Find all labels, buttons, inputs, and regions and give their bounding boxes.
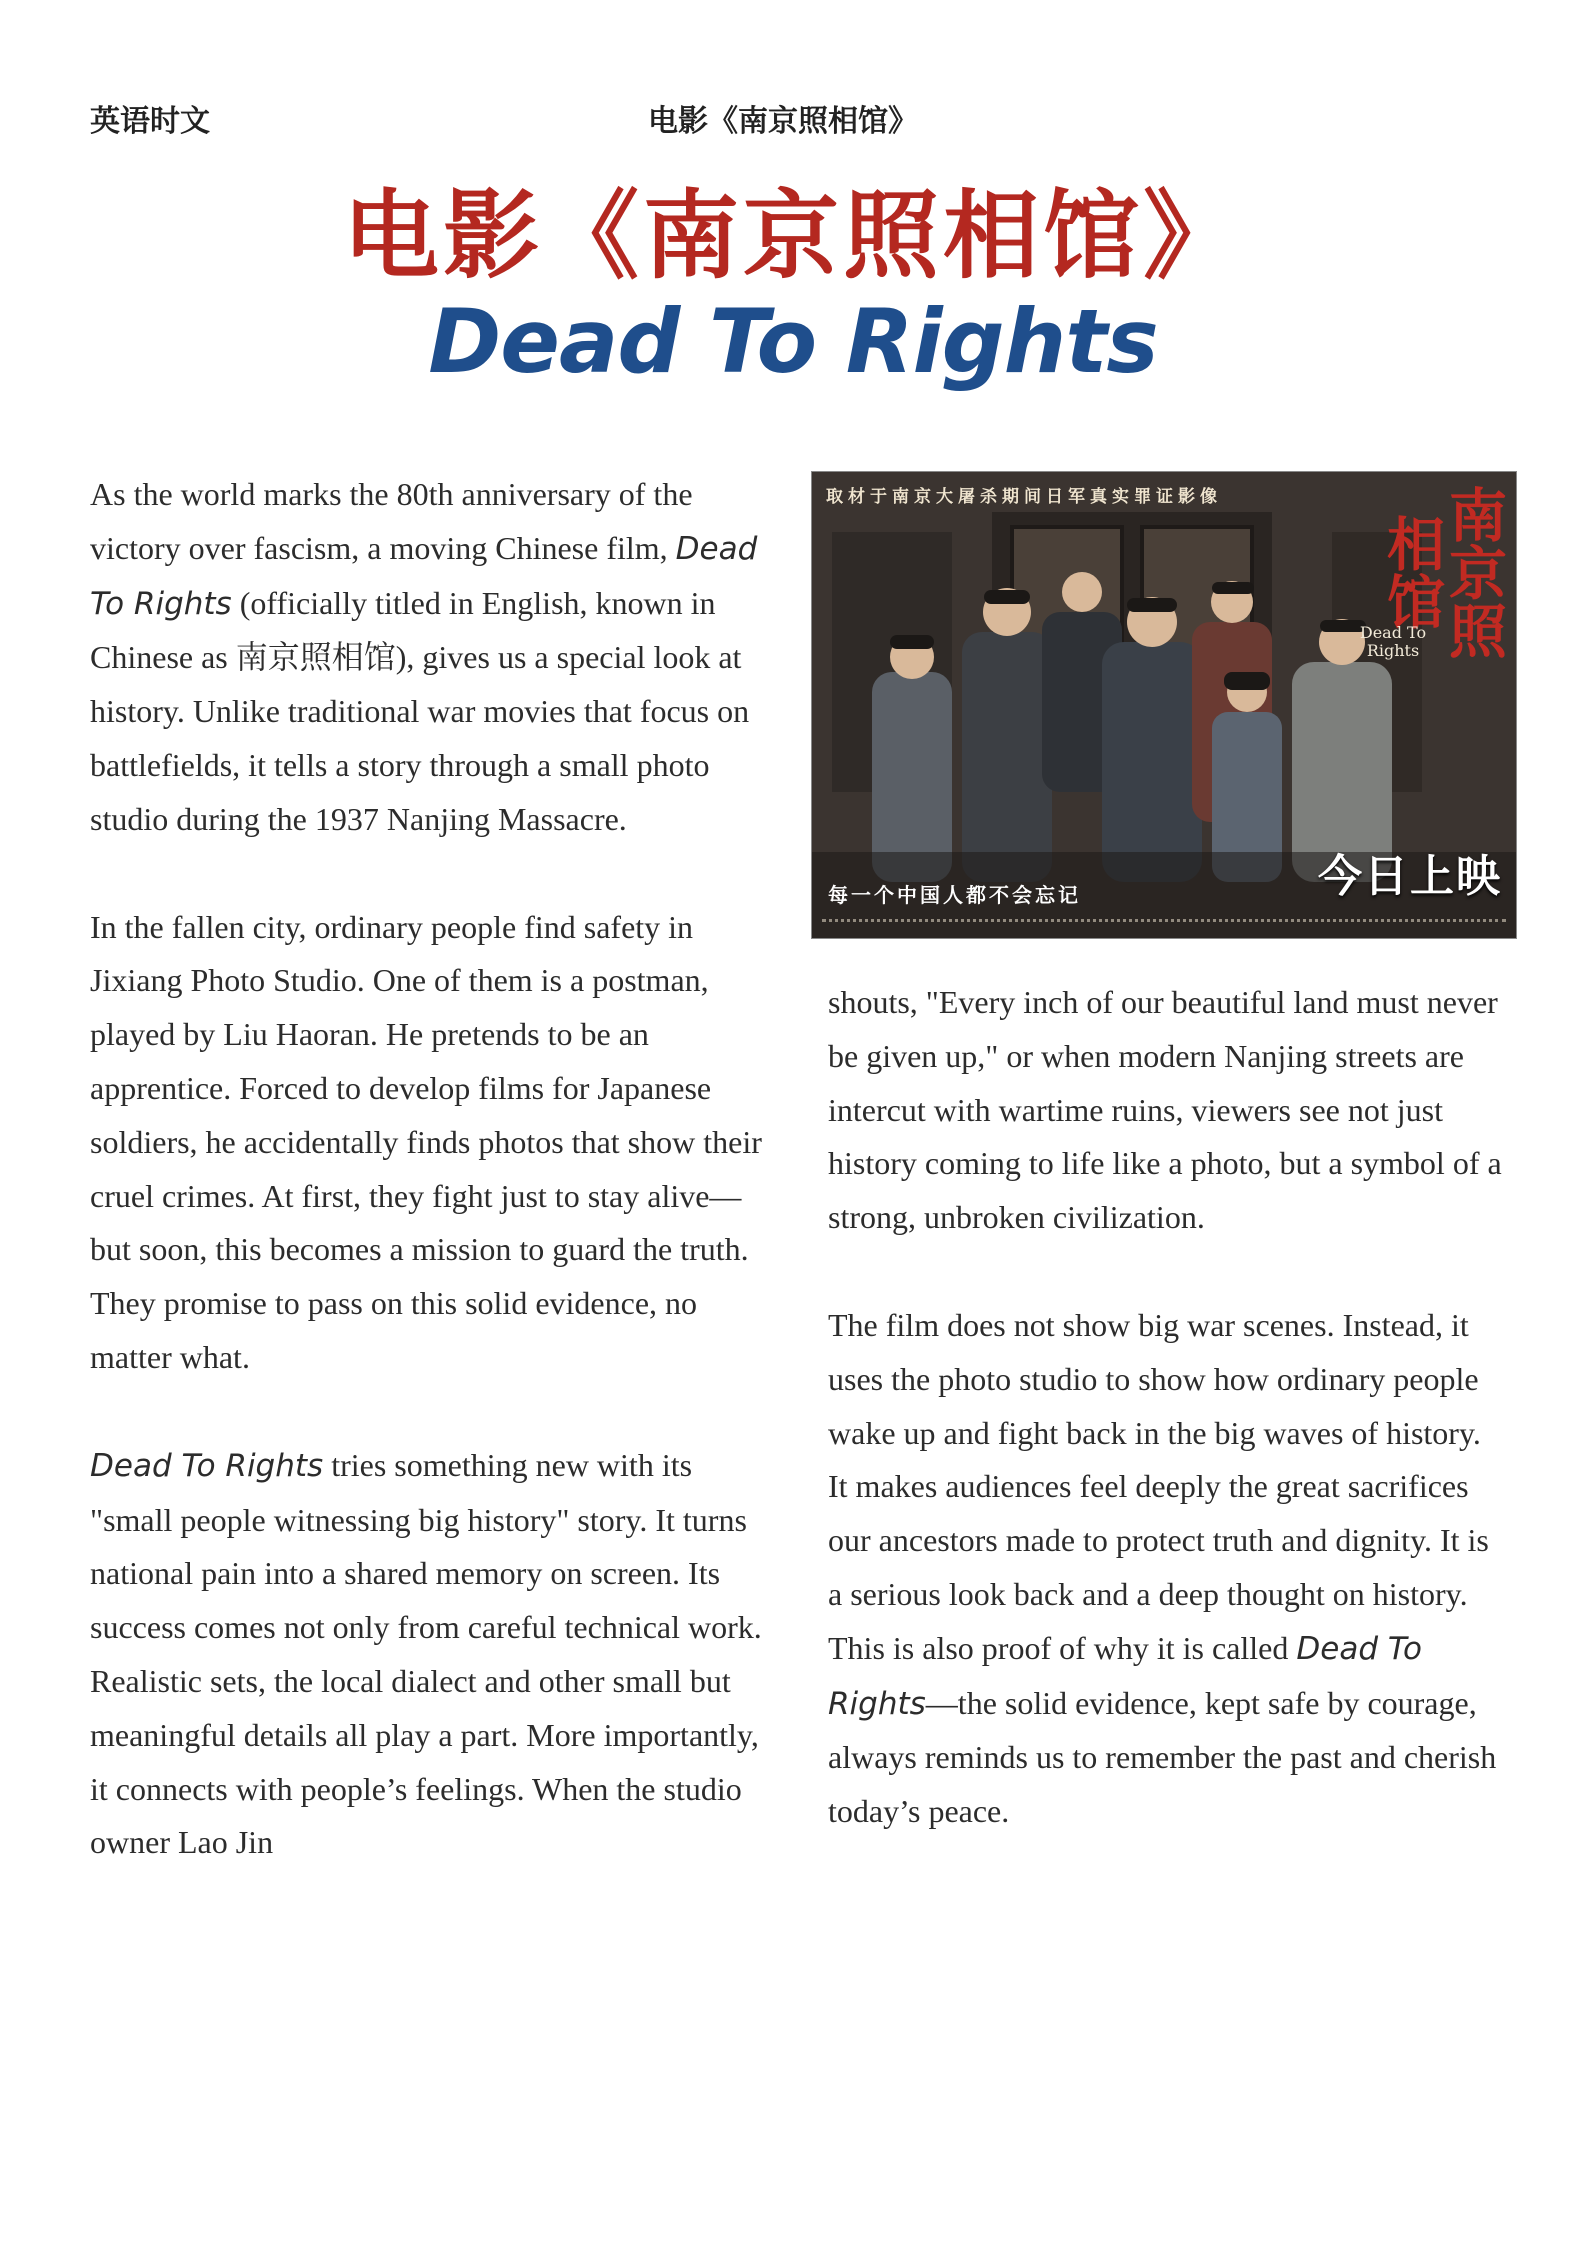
poster-chinese-title: 南京照相馆 [1377, 485, 1507, 659]
title-english: Dead To Rights [428, 290, 1158, 393]
poster-credits-strip [822, 919, 1506, 930]
paragraph-4-part-b: —the solid evidence, kept safe by courage, always reminds us to remember the past and cherish today’s peace. [828, 1684, 1497, 1830]
paragraph-3-part-a: tries something new with its "small people witnessing big history" story. It turns national pain into a shared memory on screen. Its success comes not only from careful technical work. Realistic sets, the local dialect and other small but meaningful details all play a part. More importantly, it connects with people’s feelings. When the studio owner Lao Jin [90, 1446, 762, 1861]
film-title-inline: Dead To Rights [90, 530, 758, 622]
paragraph-4 [828, 1299, 1508, 1839]
poster-release-badge: 今日上映 [1318, 851, 1502, 902]
article-right-column [828, 976, 1508, 1839]
paragraph-2: In the fallen city, ordinary people find safety in Jixiang Photo Studio. One of them is a postman, played by Liu Haoran. He pretends to be an apprentice. Forced to develop films for Japanese soldiers, he accidentally finds photos that show their cruel crimes. At first, they fight just to stay alive—but soon, this becomes a mission to guard the truth. They promise to pass on this solid evidence, no matter what. [90, 908, 762, 1375]
film-title-inline: Dead To Rights [90, 1447, 324, 1484]
paragraph-1 [90, 468, 770, 847]
paragraph-4-part-a: The film does not show big war scenes. Instead, it uses the photo studio to show how ordinary people wake up and fight back in the big waves of history. It makes audiences feel deeply the great sacrifices our ancestors made to protect truth and dignity. It is a serious look back and a deep thought on history. This is also proof of why it is called [828, 1306, 1489, 1666]
poster-english-title: Dead To Rights [1359, 623, 1427, 660]
poster-tagline: 取材于南京大屠杀期间日军真实罪证影像 [826, 487, 1222, 507]
paragraph-3-continued: shouts, "Every inch of our beautiful land must never be given up," or when modern Nanjing streets are intercut with wartime ruins, viewers see not just history coming to life like a photo, but a symbol of a strong, unbroken civilization. [828, 984, 1502, 1236]
paragraph-1-part-a: As the world marks the 80th anniversary of the victory over fascism, a moving Chinese film, [90, 476, 693, 566]
poster-slogan: 每一个中国人都不会忘记 [828, 883, 1081, 907]
header-category: 英语时文 [90, 104, 210, 139]
paragraph-1-part-b: (officially titled in English, known in Chinese as 南京照相馆), gives us a special look at history. Unlike traditional war movies that focus on battlefields, it tells a story through a small photo studio during the 1937 Nanjing Massacre. [90, 584, 750, 837]
film-title-inline: Dead To Rights [828, 1630, 1422, 1722]
movie-poster [812, 472, 1516, 938]
article-left-column [90, 468, 770, 1870]
paragraph-3 [90, 1439, 770, 1870]
title-chinese: 电影《南京照相馆》 [343, 179, 1243, 292]
header-topic: 电影《南京照相馆》 [648, 104, 918, 139]
